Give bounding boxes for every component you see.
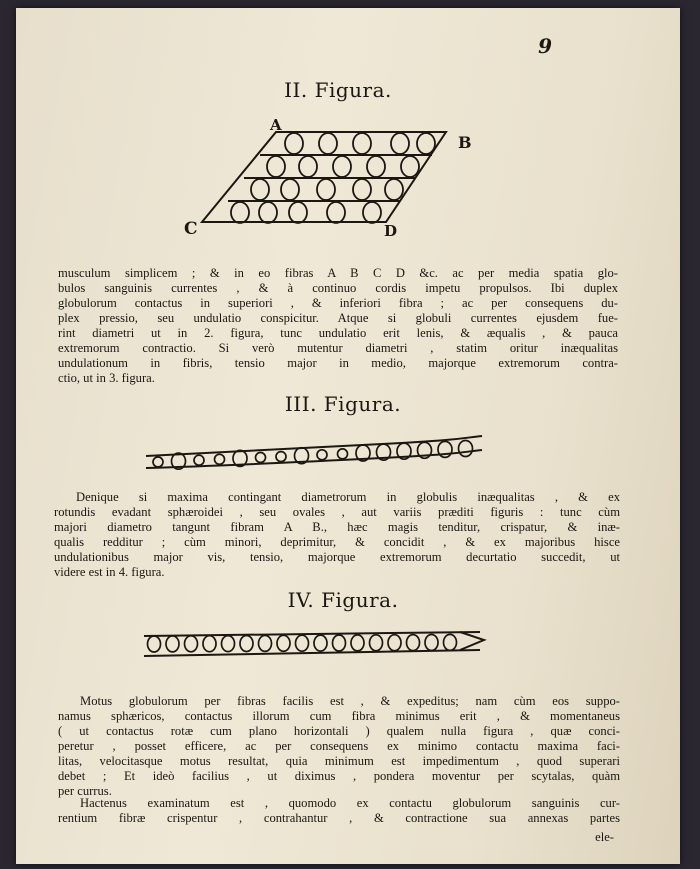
text-line: undulationibus major vis, tensio, majorque extremorum decurtatio succedit, ut (54, 550, 620, 564)
globule (314, 635, 327, 651)
globule (338, 449, 348, 459)
text-line: Hactenus examinatum est , quomodo ex contactu globulorum sanguinis cur- (80, 796, 620, 810)
globule (285, 133, 303, 154)
figure-4-title: IV. Figura. (287, 588, 399, 612)
globule (407, 635, 420, 651)
paragraph-1 (58, 266, 618, 386)
globule (148, 636, 161, 652)
globule (353, 133, 371, 154)
paragraph-3 (58, 694, 620, 799)
globule (391, 133, 409, 154)
text-line: videre est in 4. figura. (54, 565, 165, 579)
globule (333, 156, 351, 177)
text-line: namus sphæricos, contactus illorum cum fibra minimus erit , & momentaneus (58, 709, 620, 723)
globule (417, 133, 435, 154)
label-b: B (458, 133, 472, 152)
globule (367, 156, 385, 177)
text-line: extremorum contractio. Si verò mutentur diametri , statim oritur inæqualitas (58, 341, 618, 355)
globule (353, 179, 371, 200)
globule (333, 635, 346, 651)
globule (277, 635, 290, 651)
globule (222, 636, 235, 652)
page-number: 9 (538, 34, 552, 58)
globule (153, 457, 163, 467)
text-line: bulos sanguinis currentes , & à continuo cordis impetu propulsos. Ibi duplex (58, 281, 618, 295)
paragraph-2 (54, 490, 620, 580)
book-page (16, 8, 680, 864)
globule (317, 450, 327, 460)
globule (317, 179, 335, 200)
text-line: ctio, ut in 3. figura. (58, 371, 155, 385)
globule (267, 156, 285, 177)
globule (215, 454, 225, 464)
globule (231, 202, 249, 223)
text-line: musculum simplicem ; & in eo fibras A B C D &c. ac per media spatia glo- (58, 266, 618, 280)
globule (259, 202, 277, 223)
globule (259, 635, 272, 651)
paragraph-4 (58, 796, 620, 826)
figure-3-diagram (142, 432, 502, 472)
globule (203, 636, 216, 652)
globule (385, 179, 403, 200)
text-line: rentium fibræ crispentur , contrahantur , & contractione sua annexas partes (58, 811, 620, 825)
globule (299, 156, 317, 177)
globule (444, 634, 457, 650)
globule (425, 635, 438, 651)
globule (289, 202, 307, 223)
label-a: A (270, 116, 282, 134)
text-line: peretur , posset efficere, ac per consequens ex minimo contactu maxima faci- (58, 739, 620, 753)
text-line: litas, velocitasque motus resultat, quia minimum est impedimentum , quod superari (58, 754, 620, 768)
globule (370, 635, 383, 651)
catchword: ele- (595, 830, 614, 844)
text-line: majori diametro tangunt fibram A B., hæc magis tenditur, crispatur, & inæ- (54, 520, 620, 534)
text-line: per currus. (58, 784, 112, 798)
figure-4-diagram (140, 626, 500, 662)
text-line: ( ut contactus rotæ cum plano horizontali ) qualem nulla figura , quæ conci- (58, 724, 620, 738)
globule (351, 635, 364, 651)
globule (166, 636, 179, 652)
text-line: plex pressio, seu undulatio conspicitur. Atque si globuli currentes ejusdem fue- (58, 311, 618, 325)
globule (281, 179, 299, 200)
label-c: C (184, 219, 198, 239)
globule (256, 453, 266, 463)
text-line: undulationum in fibris, tensio major in medio, majorque extremorum contra- (58, 356, 618, 370)
text-line: Motus globulorum per fibras facilis est , & expeditus; nam cùm eos suppo- (80, 694, 620, 708)
globule (251, 179, 269, 200)
globule (296, 635, 309, 651)
text-line: rint diametri ut in 2. figura, tunc undulatio erit lenis, & æqualis , & pauca (58, 326, 618, 340)
text-line: debet ; Et ideò facilius , ut diximus , pondera moventur per scytalas, quàm (58, 769, 620, 783)
figure-2-diagram (176, 116, 476, 240)
globule (388, 635, 401, 651)
text-line: globulorum contactus in superiori , & inferiori fibra ; ac per consequens du- (58, 296, 618, 310)
globule (185, 636, 198, 652)
text-line: rotundis evadant sphæroidei , seu ovales , aut variis præditi figuris : tunc cùm (54, 505, 620, 519)
globule (319, 133, 337, 154)
globule (327, 202, 345, 223)
figure-3-title: III. Figura. (284, 392, 402, 416)
text-line: Denique si maxima contingant diametrorum in globulis inæqualitas , & ex (76, 490, 620, 504)
figure-2-title: II. Figura. (284, 78, 392, 102)
globule (194, 455, 204, 465)
globule (240, 636, 253, 652)
label-d: D (384, 222, 398, 240)
globule (459, 441, 473, 457)
globule (363, 202, 381, 223)
globule (276, 452, 286, 462)
text-line: qualis redditur ; cùm minori, deprimitur, & concidit , & ex majoribus hisce (54, 535, 620, 549)
globule (401, 156, 419, 177)
